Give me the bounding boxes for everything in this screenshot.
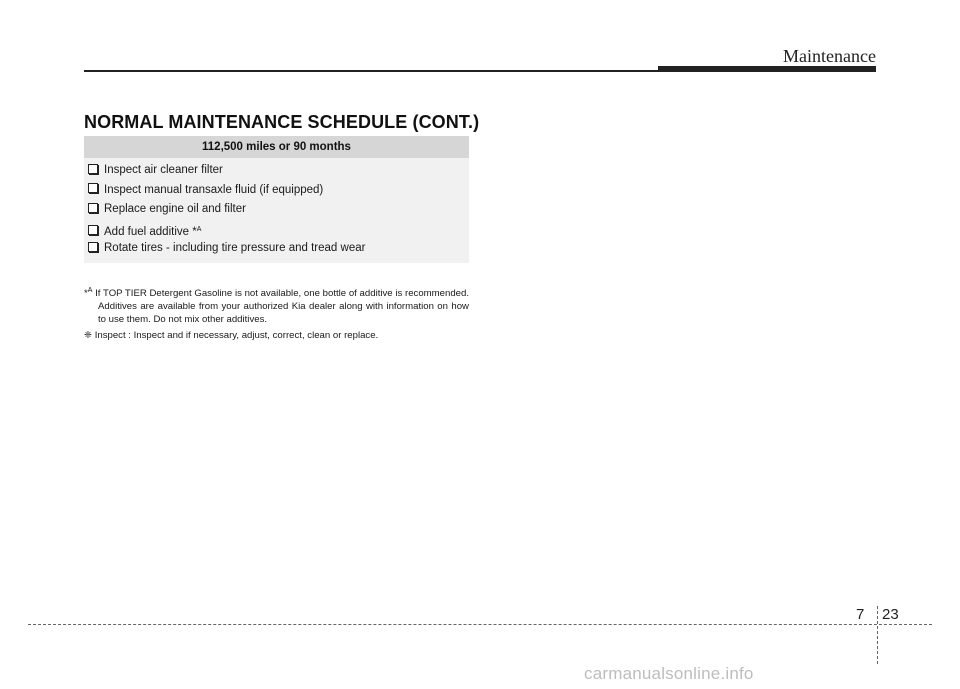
section-title: Maintenance [783,46,876,66]
list-item [84,239,469,259]
page-number: 23 [882,606,899,623]
interval-header: 112,500 miles or 90 months [84,136,469,158]
footnote-additive [84,284,469,327]
footnote-inspect: ❈ Inspect : Inspect and if necessary, adjust, correct, clean or replace. [84,329,379,341]
item-text: Rotate tires - including tire pressure and tread wear [104,242,366,255]
checkbox-icon [88,164,98,174]
header-rule-accent [658,66,876,72]
checkbox-icon [88,225,98,235]
list-item [84,161,469,181]
footnote-text: If TOP TIER Detergent Gasoline is not available, one bottle of additive is recommended. Additives are available from your authorized Kia dealer along with information on how to use them. Do not mix other additives. [92,288,469,326]
item-text: Add fuel additive * [104,225,197,238]
footer-divider [28,624,932,625]
item-text: Replace engine oil and filter [104,203,246,216]
header-rule [84,70,659,72]
checkbox-icon [88,203,98,213]
list-item [84,220,469,240]
list-item [84,200,469,220]
maintenance-items [84,158,469,263]
item-text: Inspect air cleaner filter [104,164,223,176]
item-text: Inspect manual transaxle fluid (if equipped) [104,183,324,196]
page-heading: NORMAL MAINTENANCE SCHEDULE (CONT.) [84,112,480,132]
footnote-marker: A [196,225,202,233]
footnote-mark: * [84,288,88,299]
list-item [84,181,469,201]
footnote-sup: A [87,287,93,294]
checkbox-icon [88,242,98,252]
watermark: carmanualsonline.info [584,664,754,683]
checkbox-icon [88,183,98,193]
chapter-number: 7 [856,606,865,623]
footer-vertical-divider [877,606,878,664]
maintenance-table [84,136,469,263]
footnotes [84,284,469,342]
